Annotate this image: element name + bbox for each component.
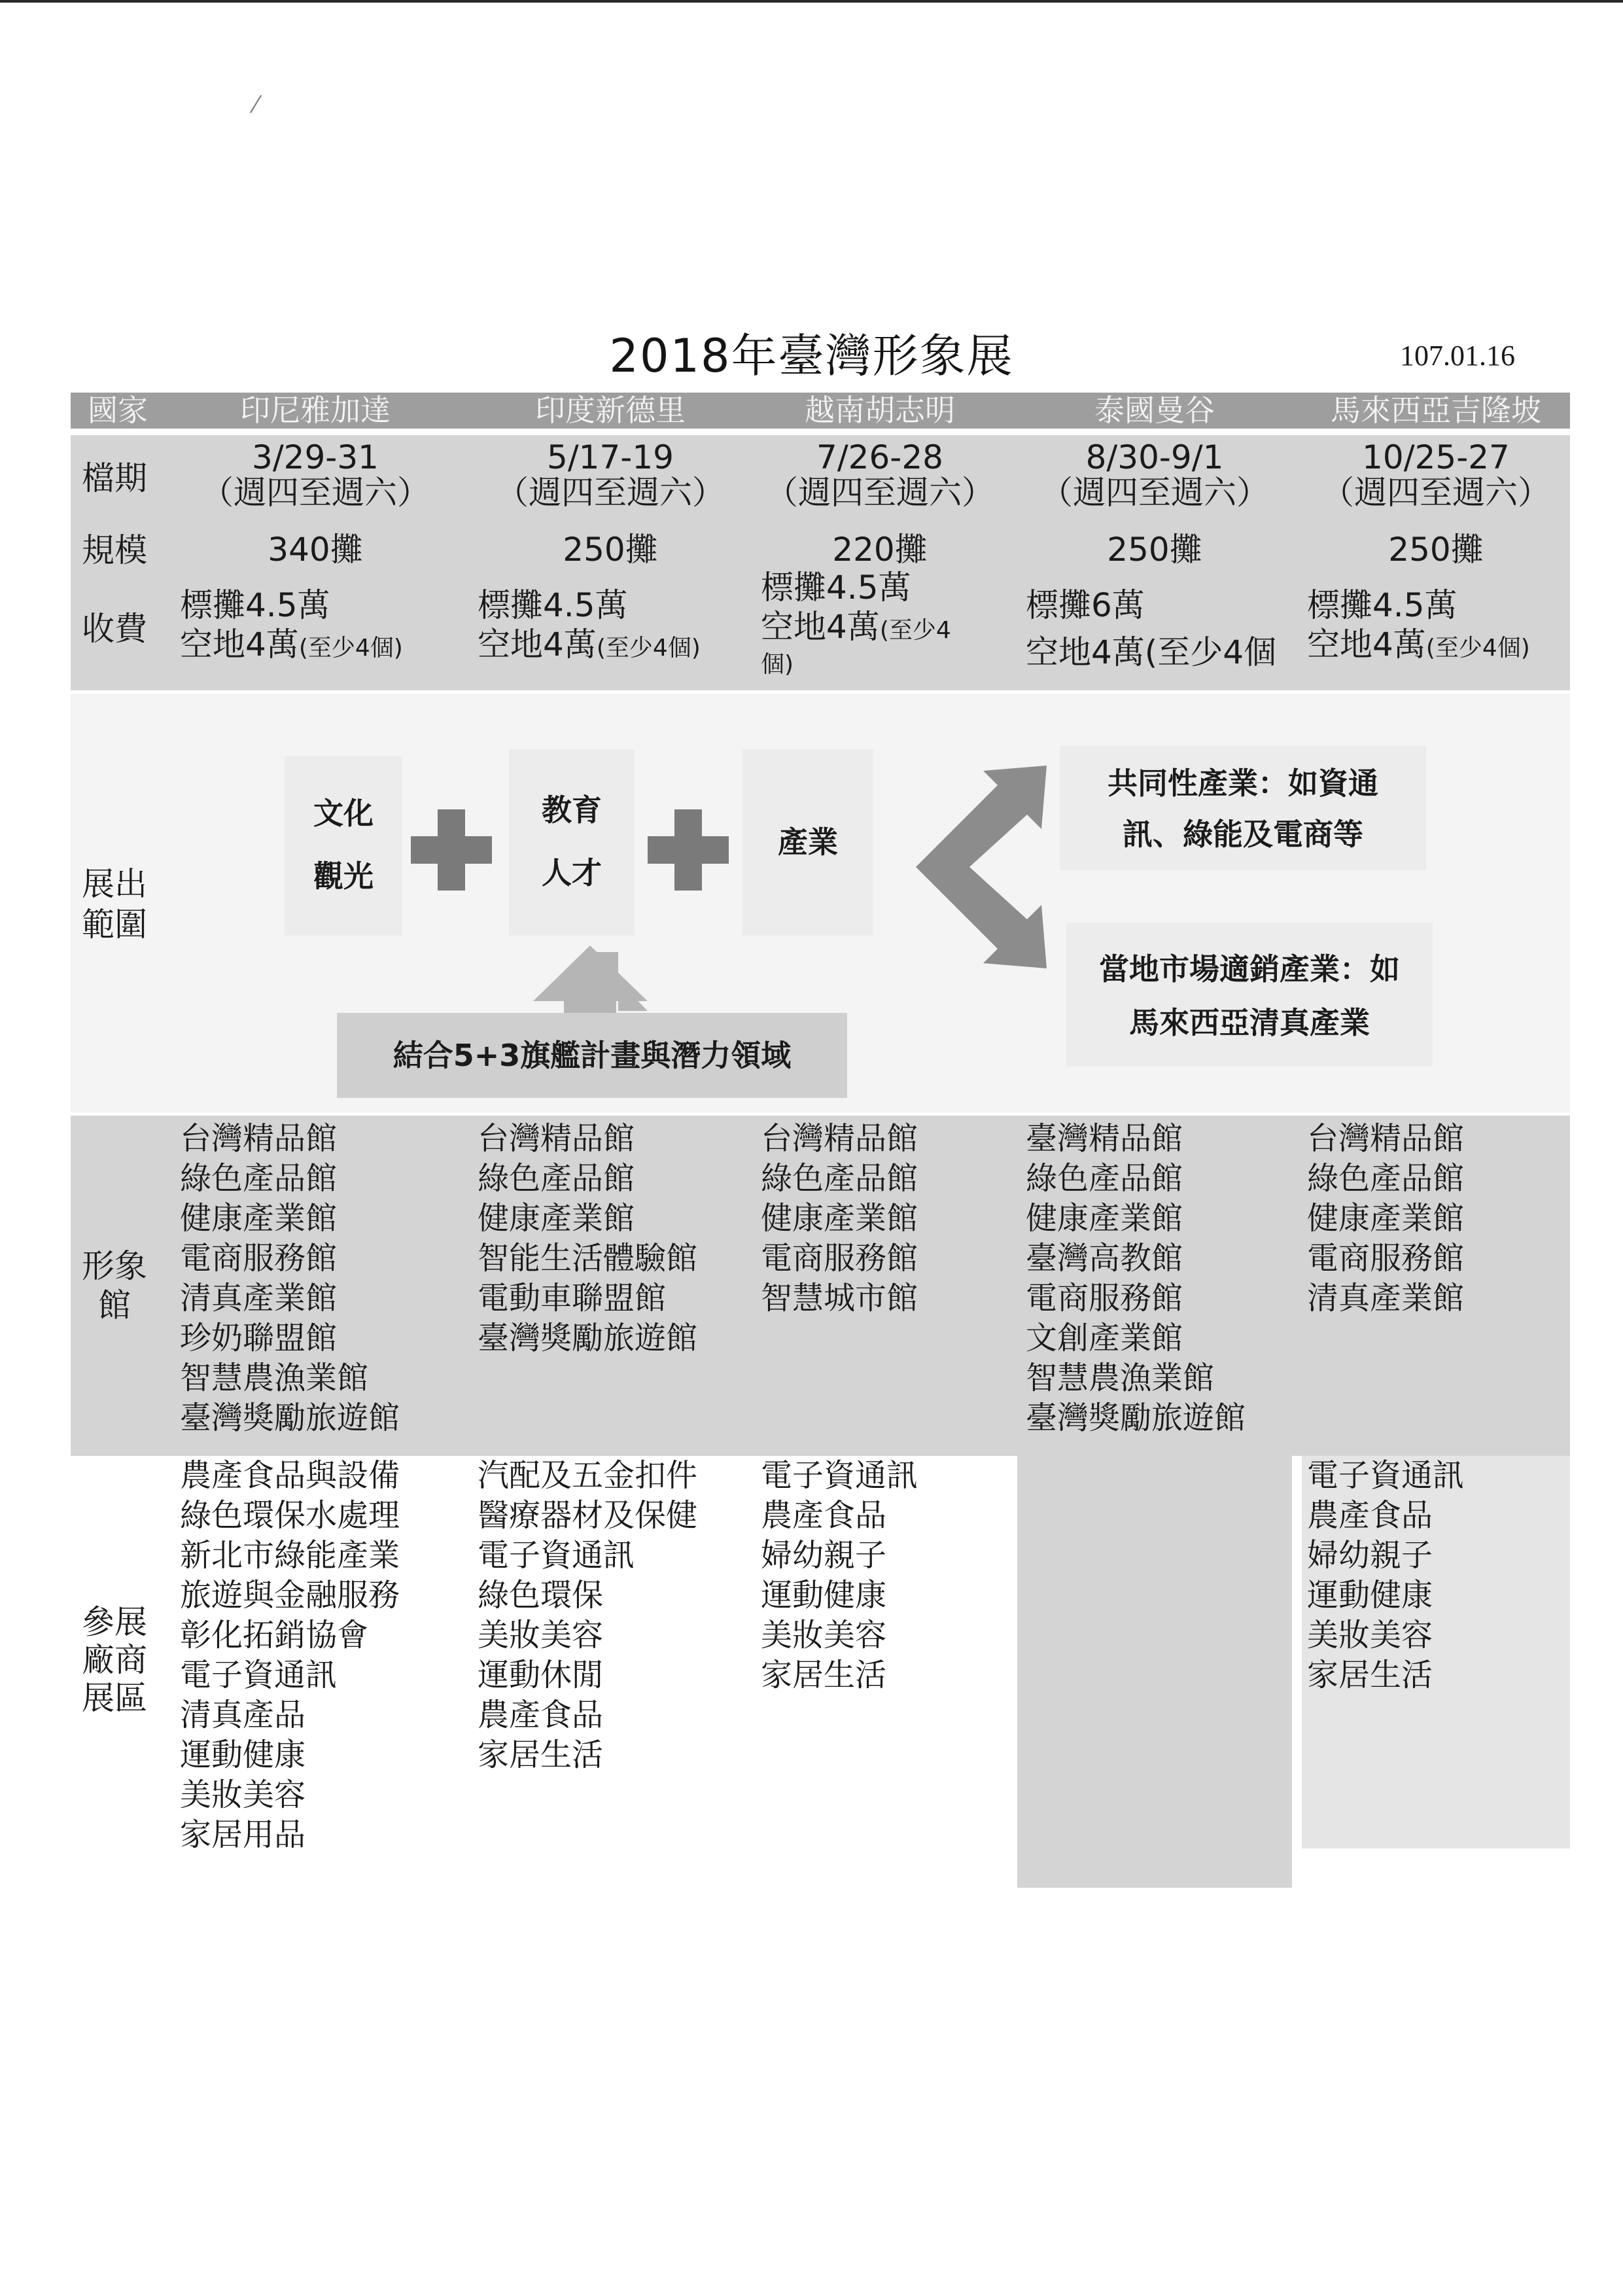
date-weekdays: （週四至週六） [1321, 474, 1550, 510]
pavilion-list: 台灣精品館 綠色產品館 健康產業館 電商服務館 智慧城市館 [761, 1120, 918, 1316]
date-weekdays: （週四至週六） [201, 474, 430, 510]
fee-raw-space-cont: 個) [761, 651, 794, 678]
exhibitor-list: 電子資通訊 農產食品 婦幼親子 運動健康 美妝美容 家居生活 [1307, 1457, 1465, 1693]
pavilions-label: 形象 館 [82, 1247, 147, 1324]
document-title: 2018年臺灣形象展 [609, 329, 1014, 383]
header-country: 印尼雅加達 [240, 393, 391, 428]
education-talent-box: 教育 人才 [509, 749, 635, 936]
date-weekdays: （週四至週六） [765, 474, 994, 510]
document-date: 107.01.16 [1400, 340, 1515, 372]
pavilion-list: 臺灣精品館 綠色產品館 健康產業館 臺灣高教館 電商服務館 文創產業館 智慧農漁業館 臺灣獎勵旅遊館 [1026, 1120, 1246, 1436]
fee-standard-booth: 標攤4.5萬 [1307, 586, 1457, 624]
scale-value: 250攤 [563, 531, 658, 569]
industry-box: 產業 [742, 749, 873, 936]
fee-standard-booth: 標攤4.5萬 [761, 569, 911, 607]
pavilion-list: 台灣精品館 綠色產品館 健康產業館 電商服務館 清真產業館 [1307, 1120, 1465, 1316]
scope-label: 展出 範圍 [82, 865, 147, 944]
fee-raw-space: 空地4萬(至少4個) [180, 626, 403, 663]
header-label: 國家 [88, 393, 148, 428]
thailand-exhibitor-shade [1017, 1456, 1292, 1888]
culture-tourism-box: 文化 觀光 [285, 756, 402, 936]
header-country: 印度新德里 [535, 393, 686, 428]
scale-value: 340攤 [268, 531, 363, 569]
exhibitors-label: 參展 廠商 展區 [82, 1603, 147, 1717]
fee-raw-space: 空地4萬(至少4 [761, 608, 951, 646]
header-country: 越南胡志明 [805, 393, 955, 428]
scale-value: 250攤 [1107, 531, 1202, 569]
exhibitor-list: 電子資通訊 農產食品 婦幼親子 運動健康 美妝美容 家居生活 [761, 1457, 918, 1693]
pavilion-list: 台灣精品館 綠色產品館 健康產業館 智能生活體驗館 電動車聯盟館 臺灣獎勵旅遊館 [478, 1120, 698, 1356]
date-range: 3/29-31 [252, 440, 379, 476]
dates-label: 檔期 [82, 459, 147, 497]
date-range: 7/26-28 [816, 440, 943, 476]
fee-raw-space: 空地4萬(至少4個 [1026, 633, 1277, 671]
scan-speck: ⁄ [254, 92, 258, 118]
up-arrow-stem [564, 998, 616, 1014]
date-range: 8/30-9/1 [1085, 440, 1224, 476]
fee-standard-booth: 標攤6萬 [1026, 586, 1145, 624]
exhibitor-list: 農產食品與設備 綠色環保水處理 新北市綠能產業 旅遊與金融服務 彰化拓銷協會 電子資通訊 清真產品 運動健康 美妝美容 家居用品 [180, 1457, 400, 1853]
local-industry-box: 當地市場適銷產業：如 馬來西亞清真產業 [1066, 923, 1433, 1067]
scale-value: 220攤 [832, 531, 928, 569]
fee-raw-space: 空地4萬(至少4個) [1307, 626, 1530, 663]
date-weekdays: （週四至週六） [1040, 474, 1269, 510]
pavilion-list: 台灣精品館 綠色產品館 健康產業館 電商服務館 清真產業館 珍奶聯盟館 智慧農漁業館 臺灣獎勵旅遊館 [180, 1120, 400, 1436]
date-weekdays: （週四至週六） [496, 474, 725, 510]
branch-chevron-arrow [916, 766, 1047, 968]
fee-standard-booth: 標攤4.5萬 [478, 586, 628, 624]
scale-value: 250攤 [1388, 531, 1484, 569]
header-country: 馬來西亞吉隆坡 [1331, 393, 1541, 428]
up-arrow-head [533, 945, 648, 1001]
common-industry-box: 共同性產業：如資通 訊、綠能及電商等 [1060, 746, 1426, 870]
date-range: 10/25-27 [1362, 440, 1510, 476]
flagship-box: 結合5+3旗艦計畫與潛力領域 [337, 1013, 847, 1098]
date-range: 5/17-19 [547, 440, 674, 476]
fee-standard-booth: 標攤4.5萬 [180, 586, 330, 624]
fee-label: 收費 [82, 610, 147, 648]
exhibitor-list: 汽配及五金扣件 醫療器材及保健 電子資通訊 綠色環保 美妝美容 運動休閒 農產食品 家居生活 [478, 1457, 698, 1773]
fee-raw-space: 空地4萬(至少4個) [478, 626, 701, 663]
scale-label: 規模 [82, 531, 147, 569]
header-country: 泰國曼谷 [1094, 393, 1215, 428]
